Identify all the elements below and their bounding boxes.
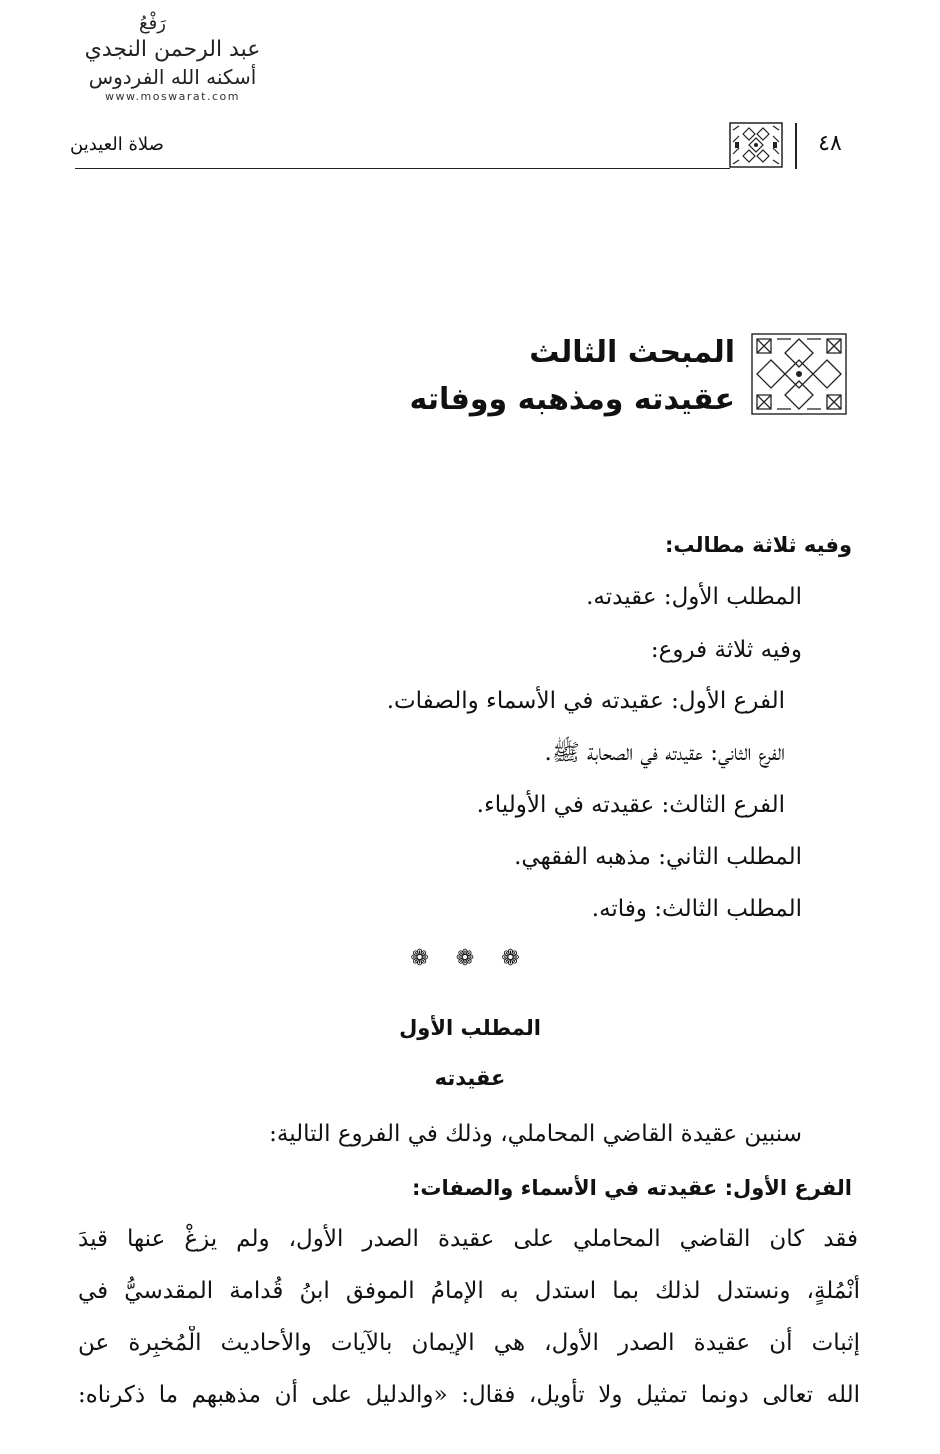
stamp-url: www.moswarat.com	[105, 90, 240, 103]
stamp-line-1: رَفْعُ	[139, 13, 166, 34]
outline-item-3: الفرع الأول: عقيدته في الأسماء والصفات.	[386, 688, 785, 714]
chapter-title: المبحث الثالث	[529, 335, 735, 370]
chapter-ornament-icon	[751, 333, 847, 415]
page-number: ٤٨	[818, 131, 842, 156]
library-stamp	[55, 12, 290, 120]
section-separator: ❁ ❁ ❁	[410, 946, 530, 971]
stamp-line-3: أسكنه الله الفردوس	[88, 65, 257, 89]
outline-item-5: الفرع الثالث: عقيدته في الأولياء.	[476, 792, 785, 818]
section-intro: سنبين عقيدة القاضي المحاملي، وذلك في الفروع التالية:	[269, 1121, 802, 1147]
outline-intro: وفيه ثلاثة مطالب:	[664, 533, 852, 557]
outline-item-7: المطلب الثالث: وفاته.	[591, 896, 802, 922]
paragraph-line-2: أُنْمُلةٍ، ونستدل لذلك بما استدل به الإمامُ الموفق ابنُ قُدامة المقدسيُّ في	[78, 1278, 860, 1304]
paragraph-line-1: فقد كان القاضي المحاملي على عقيدة الصدر الأول، ولم يزغْ عنها قيدَ	[78, 1226, 858, 1252]
outline-item-4: الفرع الثاني: عقيدته في الصحابة ﷺ.	[544, 740, 785, 766]
header-separator	[795, 123, 797, 169]
header-ornament-icon	[729, 122, 783, 168]
branch-heading: الفرع الأول: عقيدته في الأسماء والصفات:	[412, 1176, 852, 1200]
stamp-line-2: عبد الرحمن النجدي	[84, 37, 261, 62]
section-subtitle: عقيدته	[434, 1066, 506, 1090]
header-rule	[75, 168, 730, 169]
outline-item-6: المطلب الثاني: مذهبه الفقهي.	[514, 844, 802, 870]
chapter-subtitle: عقيدته ومذهبه ووفاته	[409, 382, 735, 417]
paragraph-line-4: الله تعالى دونما تمثيل ولا تأويل، فقال: «والدليل على أن مذهبهم ما ذكرناه:	[78, 1382, 860, 1408]
section-title: المطلب الأول	[399, 1016, 541, 1040]
running-header-title: صلاة العيدين	[70, 134, 164, 155]
outline-item-2: وفيه ثلاثة فروع:	[650, 637, 802, 663]
paragraph-line-3: إثبات أن عقيدة الصدر الأول، هي الإيمان بالآيات والأحاديث الْمُخبِرة عن	[78, 1330, 860, 1356]
outline-item-1: المطلب الأول: عقيدته.	[586, 584, 802, 610]
